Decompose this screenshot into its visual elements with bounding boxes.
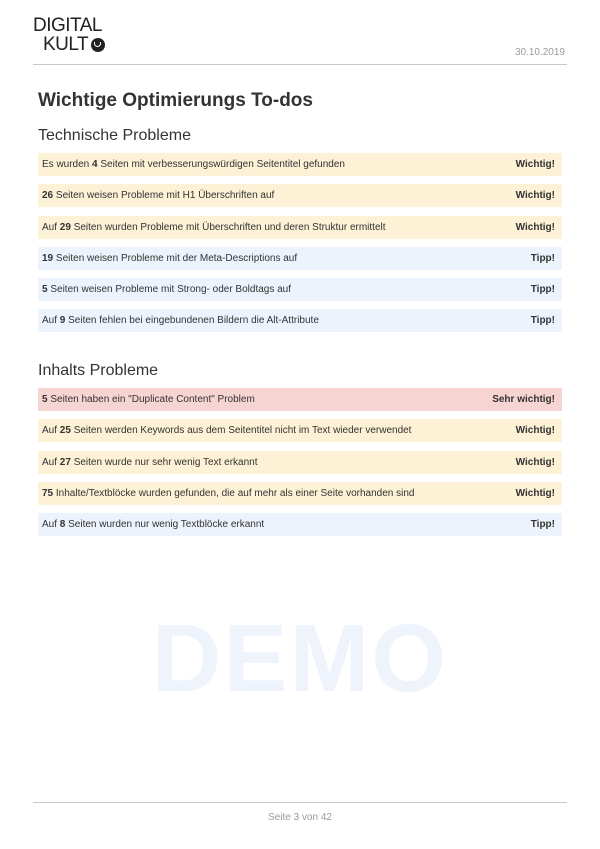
todo-row — [38, 278, 562, 301]
todo-row — [38, 153, 562, 176]
todo-text — [42, 253, 297, 264]
todo-count: 27 — [59, 456, 71, 468]
header-divider — [33, 64, 567, 65]
document-date: 30.10.2019 — [514, 47, 565, 58]
priority-badge: Wichtig! — [515, 159, 555, 170]
todo-row — [38, 419, 562, 442]
todo-row — [38, 513, 562, 536]
todo-text-suffix: Seiten weisen Probleme mit der Meta-Descriptions auf — [53, 252, 298, 264]
todo-text-suffix: Seiten weisen Probleme mit H1 Überschriften auf — [53, 190, 275, 202]
todo-text — [42, 284, 291, 295]
todo-text-suffix: Seiten fehlen bei eingebundenen Bildern die Alt-Attribute — [65, 315, 319, 327]
todo-text — [42, 457, 258, 468]
priority-badge: Wichtig! — [515, 425, 555, 437]
todo-text — [42, 222, 386, 233]
todo-row — [38, 184, 562, 207]
priority-badge: Tipp! — [530, 519, 555, 531]
priority-badge: Sehr wichtig! — [492, 394, 555, 405]
todo-text-suffix: Seiten werden Keywords aus dem Seitentitel nicht im Text wieder verwendet — [70, 425, 412, 437]
section-technical-problems — [38, 126, 562, 341]
section-heading: Technische Probleme — [38, 127, 191, 144]
todo-text-suffix: Seiten haben ein "Duplicate Content" Problem — [47, 394, 255, 405]
logo-text-line2: KULT — [43, 34, 89, 55]
todo-text — [42, 315, 319, 326]
todo-list — [38, 153, 562, 332]
footer-divider — [33, 802, 567, 803]
logo-smile-icon — [91, 38, 105, 52]
logo-text-line2-wrapper — [33, 35, 113, 54]
priority-badge: Tipp! — [530, 252, 555, 264]
todo-count: 5 — [42, 394, 48, 405]
todo-count: 29 — [59, 221, 71, 233]
todo-row — [38, 247, 562, 270]
todo-list — [38, 388, 562, 536]
todo-count: 75 — [42, 487, 54, 499]
todo-text — [42, 425, 411, 436]
todo-text-suffix: Seiten wurden Probleme mit Überschriften und deren Struktur ermittelt — [70, 221, 386, 233]
priority-badge: Wichtig! — [515, 456, 555, 468]
section-heading: Inhalts Probleme — [38, 362, 159, 379]
todo-row — [38, 309, 562, 332]
logo-text-line1: DIGITAL — [33, 15, 102, 36]
todo-text-prefix: Es wurden — [42, 159, 93, 170]
todo-text — [42, 394, 255, 405]
section-content-problems — [38, 361, 562, 544]
todo-text-prefix: Auf — [42, 456, 60, 468]
todo-text-prefix: Auf — [42, 519, 60, 531]
todo-text-suffix: Seiten wurde nur sehr wenig Text erkannt — [70, 456, 258, 468]
todo-text-prefix: Auf — [42, 315, 60, 327]
demo-watermark: DEMO — [152, 605, 448, 712]
priority-badge: Tipp! — [530, 284, 555, 296]
todo-text — [42, 519, 264, 530]
todo-count: 4 — [92, 159, 98, 170]
todo-text — [42, 190, 274, 201]
priority-badge: Tipp! — [530, 315, 555, 327]
todo-count: 19 — [42, 252, 54, 264]
todo-text-suffix: Inhalte/Textblöcke wurden gefunden, die auf mehr als einer Seite vorhanden sind — [53, 487, 415, 499]
page-number: Seite 3 von 42 — [268, 812, 332, 823]
digitalkult-logo — [33, 16, 113, 60]
todo-row — [38, 216, 562, 239]
todo-text-suffix: Seiten mit verbesserungswürdigen Seitentitel gefunden — [97, 159, 345, 170]
todo-count: 9 — [59, 315, 66, 327]
priority-badge: Wichtig! — [515, 190, 555, 202]
todo-row — [38, 482, 562, 505]
todo-row — [38, 388, 562, 411]
todo-count: 8 — [59, 519, 66, 531]
todo-text-prefix: Auf — [42, 221, 60, 233]
todo-text — [42, 159, 345, 170]
todo-text-prefix: Auf — [42, 425, 60, 437]
todo-text-suffix: Seiten weisen Probleme mit Strong- oder Boldtags auf — [47, 284, 292, 296]
page-title: Wichtige Optimierungs To-dos — [38, 90, 313, 111]
todo-text — [42, 488, 414, 499]
todo-count: 5 — [42, 284, 48, 296]
todo-text-suffix: Seiten wurden nur wenig Textblöcke erkannt — [65, 519, 265, 531]
todo-count: 26 — [42, 190, 54, 202]
priority-badge: Wichtig! — [515, 221, 555, 233]
todo-row — [38, 451, 562, 474]
priority-badge: Wichtig! — [515, 487, 555, 499]
todo-count: 25 — [59, 425, 71, 437]
